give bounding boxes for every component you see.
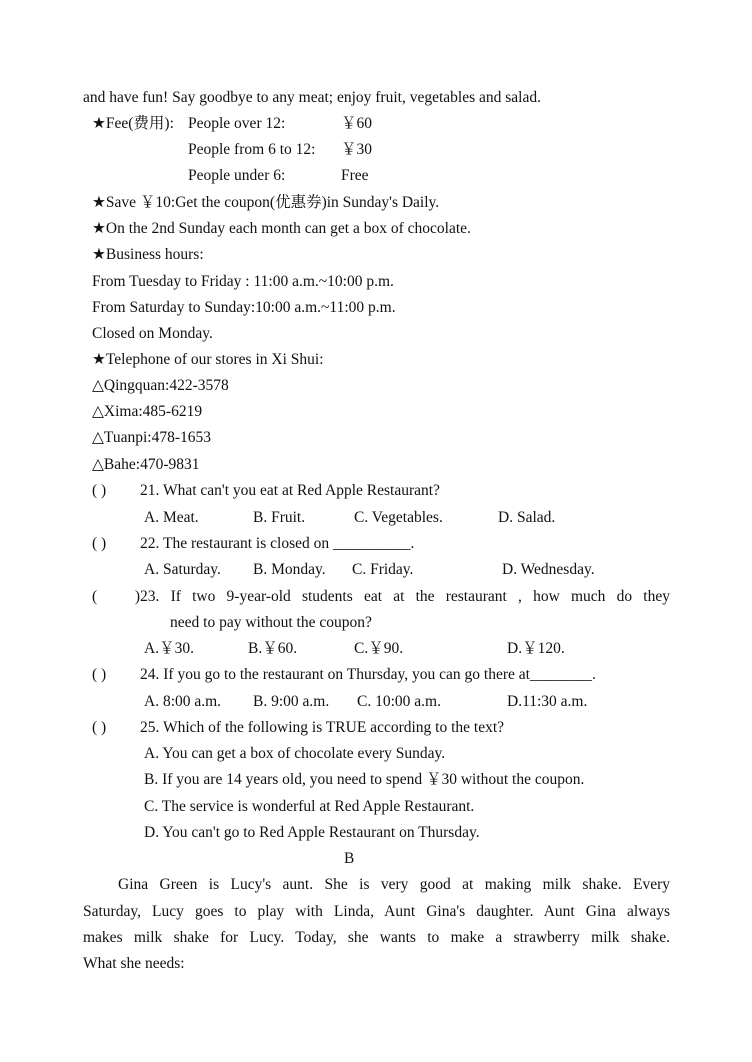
phone-line: △Qingquan:422-3578 bbox=[92, 377, 229, 394]
phones-title: ★Telephone of our stores in Xi Shui: bbox=[92, 351, 324, 368]
option: D.11:30 a.m. bbox=[507, 693, 588, 710]
phone-line: △Tuanpi:478-1653 bbox=[92, 429, 211, 446]
option: D. Wednesday. bbox=[502, 561, 595, 578]
option: B. 9:00 a.m. bbox=[253, 693, 330, 710]
option: C. The service is wonderful at Red Apple Restaurant. bbox=[144, 798, 475, 815]
answer-blank: ( ) bbox=[92, 719, 107, 736]
paragraph-line: What she needs: bbox=[83, 955, 185, 972]
answer-blank: ( ) bbox=[92, 482, 107, 499]
section-heading: B bbox=[344, 850, 355, 867]
phone-line: △Xima:485-6219 bbox=[92, 403, 203, 420]
option: C. Friday. bbox=[352, 561, 414, 578]
question-stem: 21. What can't you eat at Red Apple Restaurant? bbox=[140, 482, 440, 499]
option: D. You can't go to Red Apple Restaurant on Thursday. bbox=[144, 824, 480, 841]
paragraph-line: Saturday, Lucy goes to play with Linda, Aunt Gina's daughter. Aunt Gina always bbox=[83, 903, 670, 920]
paragraph-line: makes milk shake for Lucy. Today, she wants to make a strawberry milk shake. bbox=[83, 929, 670, 946]
question-25 bbox=[92, 718, 504, 738]
fee-row-who: People over 12: bbox=[188, 115, 286, 132]
option: A.￥30. bbox=[144, 640, 194, 657]
hours-line: From Tuesday to Friday : 11:00 a.m.~10:00 p.m. bbox=[92, 273, 394, 290]
fee-row-price: Free bbox=[341, 167, 369, 184]
intro-tail: and have fun! Say goodbye to any meat; enjoy fruit, vegetables and salad. bbox=[83, 89, 541, 106]
question-21 bbox=[92, 481, 440, 501]
option: A. 8:00 a.m. bbox=[144, 693, 222, 710]
answer-blank: ( ) bbox=[92, 588, 140, 605]
question-stem: 22. The restaurant is closed on __________. bbox=[140, 535, 415, 552]
fee-row-price: ￥30 bbox=[341, 141, 373, 158]
question-23 bbox=[92, 587, 670, 607]
fee-row-price: ￥60 bbox=[341, 115, 373, 132]
fee-label: ★Fee(费用): bbox=[92, 115, 174, 132]
option: A. Saturday. bbox=[144, 561, 221, 578]
fee-row-who: People from 6 to 12: bbox=[188, 141, 316, 158]
option: B.￥60. bbox=[248, 640, 298, 657]
question-stem: 24. If you go to the restaurant on Thursday, you can go there at________. bbox=[140, 666, 596, 683]
option: A. You can get a box of chocolate every Sunday. bbox=[144, 745, 446, 762]
question-22 bbox=[92, 534, 414, 554]
option: C. Vegetables. bbox=[354, 509, 443, 526]
hours-line: Closed on Monday. bbox=[92, 325, 213, 342]
question-stem: 25. Which of the following is TRUE according to the text? bbox=[140, 719, 505, 736]
hours-line: From Saturday to Sunday:10:00 a.m.~11:00 p.m. bbox=[92, 299, 396, 316]
answer-blank: ( ) bbox=[92, 535, 107, 552]
save-coupon-line: ★Save ￥10:Get the coupon(优惠券)in Sunday's Daily. bbox=[92, 194, 440, 211]
option: B. Fruit. bbox=[253, 509, 306, 526]
option: A. Meat. bbox=[144, 509, 199, 526]
option: D.￥120. bbox=[507, 640, 565, 657]
chocolate-line: ★On the 2nd Sunday each month can get a box of chocolate. bbox=[92, 220, 471, 237]
option: B. If you are 14 years old, you need to spend ￥30 without the coupon. bbox=[144, 771, 585, 788]
question-stem: 23. If two 9-year-old students eat at the restaurant , how much do they bbox=[140, 588, 670, 605]
hours-title: ★Business hours: bbox=[92, 246, 204, 263]
fee-row-who: People under 6: bbox=[188, 167, 286, 184]
option: C.￥90. bbox=[354, 640, 404, 657]
phone-line: △Bahe:470-9831 bbox=[92, 456, 200, 473]
option: D. Salad. bbox=[498, 509, 556, 526]
option: B. Monday. bbox=[253, 561, 326, 578]
answer-blank: ( ) bbox=[92, 666, 107, 683]
option: C. 10:00 a.m. bbox=[357, 693, 441, 710]
question-stem-continued: need to pay without the coupon? bbox=[170, 614, 372, 631]
paragraph-line: Gina Green is Lucy's aunt. She is very good at making milk shake. Every bbox=[118, 876, 670, 893]
question-24 bbox=[92, 665, 596, 685]
